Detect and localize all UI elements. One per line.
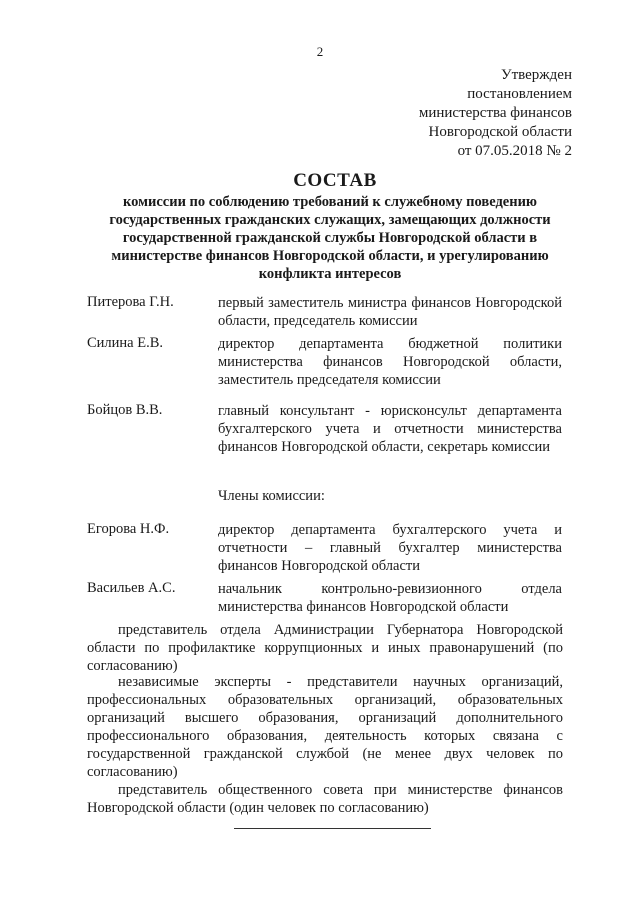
subtitle-line: конфликта интересов (258, 266, 402, 282)
representative-paragraph: представитель отдела Администрации Губернатора Новгородской области по профилактике коррупционных и иных правонарушений (по согласованию) (87, 622, 563, 674)
document-subtitle (92, 193, 568, 283)
member-name: Егорова Н.Ф. (87, 521, 170, 537)
member-role: первый заместитель министра финансов Новгородской области, председатель комиссии (218, 295, 562, 329)
member-role: директор департамента бухгалтерского учета и отчетности – главный бухгалтер министерства финансов Новгородской области (218, 522, 562, 574)
members-heading: Члены комиссии: (218, 488, 325, 504)
approval-line: Утвержден (500, 67, 572, 83)
approval-line: Новгородской области (428, 124, 572, 140)
member-name: Бойцов В.В. (87, 402, 163, 418)
public-council-paragraph: представитель общественного совета при министерстве финансов Новгородской области (один человек по согласованию) (87, 782, 563, 816)
subtitle-line: государственных гражданских служащих, замещающих должности (109, 212, 551, 228)
member-name: Васильев А.С. (87, 580, 176, 596)
member-name: Питерова Г.Н. (87, 294, 174, 310)
member-role: главный консультант - юрисконсульт департамента бухгалтерского учета и отчетности министерства финансов Новгородской области, секретарь комиссии (218, 403, 562, 455)
member-role: директор департамента бюджетной политики министерства финансов Новгородской области, заместитель председателя комиссии (218, 336, 562, 388)
closing-divider (234, 828, 431, 829)
member-role: начальник контрольно-ревизионного отдела министерства финансов Новгородской области (218, 581, 562, 615)
approval-date-line: от 07.05.2018 № 2 (457, 143, 572, 159)
approval-line: постановлением (467, 86, 572, 102)
subtitle-line: министерстве финансов Новгородской области, и урегулированию (111, 248, 549, 264)
document-title: СОСТАВ (293, 170, 377, 191)
member-name: Силина Е.В. (87, 335, 164, 351)
approval-stamp (419, 66, 572, 161)
subtitle-line: государственной гражданской службы Новгородской области в (122, 230, 538, 246)
approval-line: министерства финансов (418, 105, 572, 121)
experts-paragraph: независимые эксперты - представители научных организаций, профессиональных образовательных организаций, образовательных организаций высшего образования, организаций дополнительного профессионального образования, деятельность которых связана с государственной гражданской службой (не менее двух человек по согласованию) (87, 674, 563, 780)
page-number: 2 (316, 44, 324, 59)
subtitle-line: комиссии по соблюдению требований к служебному поведению (122, 194, 538, 210)
